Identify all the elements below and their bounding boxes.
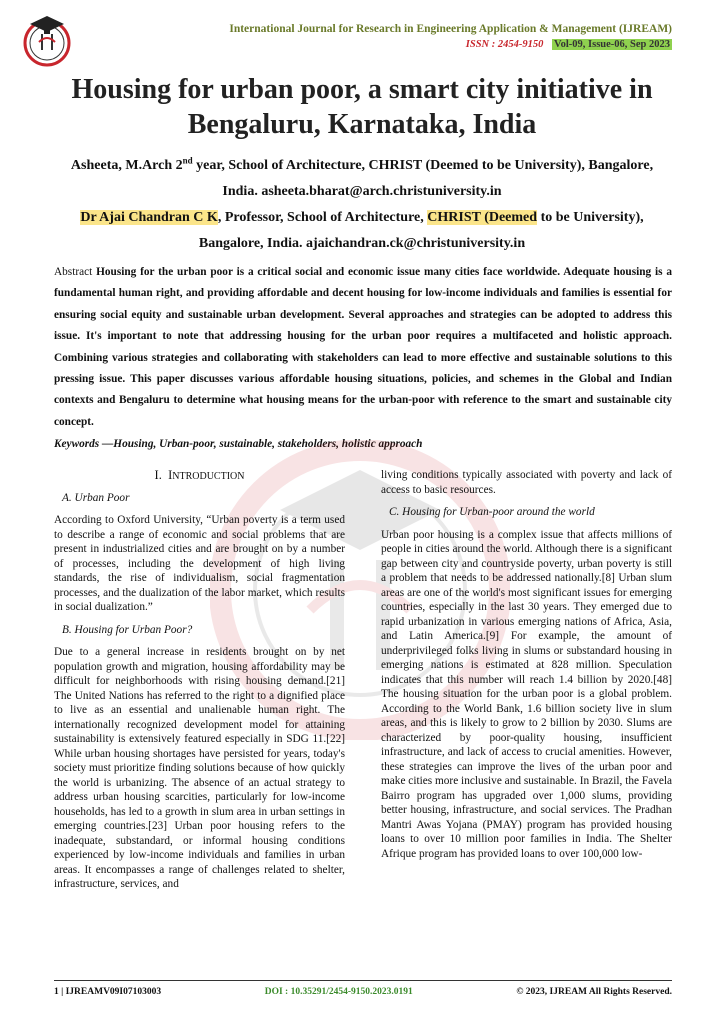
keywords: Keywords —Housing, Urban-poor, sustainable, stakeholders, holistic approach (54, 438, 423, 450)
footer-page-id: 1 | IJREAMV09I07103003 (54, 987, 162, 997)
right-column (381, 468, 672, 869)
subsection-a-heading: A. Urban Poor (62, 491, 130, 504)
author-2-affiliation: to be University), (537, 210, 644, 225)
journal-logo (20, 12, 74, 68)
section-title-initial: I (168, 468, 173, 482)
footer-copyright: © 2023, IJREAM All Rights Reserved. (516, 987, 672, 997)
abstract (54, 262, 672, 433)
author-2-role: , Professor, School of Architecture, (217, 210, 428, 225)
subsection-c-heading: C. Housing for Urban-poor around the world (389, 506, 595, 518)
section-title-rest: NTRODUCTION (172, 471, 245, 482)
author-2-institution: CHRIST (Deemed (427, 210, 538, 225)
author-2-name: Dr Ajai Chandran C K (80, 210, 218, 225)
continued-text: living conditions typically associated with poverty and lack of access to basic resources. (381, 469, 672, 496)
footer-doi: DOI : 10.35291/2454-9150.2023.0191 (264, 987, 413, 997)
section-number: I. (154, 468, 162, 482)
volume-issue: Vol-09, Issue-06, Sep 2023 (553, 39, 670, 50)
subsection-a-text: According to Oxford University, “Urban poverty is a term used to describe a range of economic and social problems that are present in industrialized cities and are brought on by a number of processes, including the development of high living standards, the rise of individualism, social fragmentation processes, and the dualization of the labor market, which results in social dualization.” (54, 514, 345, 613)
journal-header (229, 22, 672, 52)
left-column (54, 466, 345, 900)
subsection-c-text: Urban poor housing is a complex issue that affects millions of people in cities around the world. Although there is a significant gap between city and countryside poverty, urban poverty is still a problem that needs to be addressed nationally.[8] Urban slum areas are one of the world's most significant issues for emerging countries, especially in the last 30 years. They emerged due to rapid urbanization in various emerging nations of Africa, Asia, and Latin America.[9] For example, the amount of underprivileged folks living in slums or substandard housing in emerging nations is estimated at 828 million. Speculation indicates that this number will reach 1.4 billion by 2020.[48] The housing situation for the urban poor is a global problem. According to the World Bank, 1.6 billion society live in slum areas, and this is likely to grow to 2 billion by 2030. Slums are characterized by poor-quality housing, insufficient infrastructure, and lack of access to crucial amenities. However, these strategies can improve the lives of the urban poor and make cities more inclusive and sustainable. In Brazil, the Favela Bairro program has upgraded over 1,000 slums, providing better housing, infrastructure, and social services. The Pradhan Mantri Awas Yojana (PMAY) program has provided housing loans to over 10 million poor families in India. The Shelter Afrique program has provided loans to over 100,000 low- (381, 528, 672, 860)
page-footer (54, 980, 672, 997)
abstract-text: Housing for the urban poor is a critical social and economic issue many cities face worldwide. Adequate housing is a fundamental human right, and providing affordable and decent housing for low-income individuals and families is essential for ensuring social equity and sustainable urban development. Several approaches and strategies can be adopted to address this issue. It's important to note that addressing housing for the urban poor requires a multifaceted and holistic approach. Combining various strategies and collaborating with stakeholders can lead to more effective and sustainable solutions to this pressing issue. This paper discusses various affordable housing situations, policies, and schemes in the Global and Indian contexts and Bengaluru to determine what housing means for the urban-poor with reference to the smart and sustainable city concept. (54, 266, 672, 428)
author-2-email: Bangalore, India. ajaichandran.ck@christuniversity.in (198, 236, 526, 251)
author-2 (40, 205, 684, 231)
author-1-sup: nd (182, 155, 193, 166)
authors (40, 153, 684, 257)
abstract-label: Abstract (54, 266, 93, 278)
author-1 (40, 153, 684, 179)
subsection-b-heading: B. Housing for Urban Poor? (62, 623, 193, 636)
issn: ISSN : 2454-9150 (465, 39, 544, 50)
paper-title: Housing for urban poor, a smart city initiative in Bengaluru, Karnataka, India (71, 74, 653, 140)
author-1-email: India. asheeta.bharat@arch.christuniversity.in (222, 184, 502, 199)
section-heading-introduction (54, 468, 345, 485)
author-1-name: Asheeta, M.Arch 2 (70, 158, 183, 173)
journal-name: International Journal for Research in Engineering Application & Management (IJREAM) (229, 23, 672, 35)
author-1-affiliation: year, School of Architecture, CHRIST (Deemed to be University), Bangalore, (192, 158, 654, 173)
journal-issue (229, 38, 672, 52)
subsection-b-text: Due to a general increase in residents brought on by net population growth and migration, housing affordability may be difficult for neighborhoods with rising housing demand.[21] The United Nations has referred to the right to a dignified place to live as an essential and unalienable human right. The internationally recognized development model for attaining sustainability is extensively featured especially in SDG 11.[22] While urban housing shortages have persisted for years, today's society must prioritize finding solutions because of how quickly the world is urbanizing. The absence of an actual strategy to address urban housing scarcities, particularly for low-income households, has led to a growth in slum area in urban settings in emerging countries.[23] Urban poor housing refers to the inadequate, substandard, or informal housing conditions experienced by low-income individuals and families in urban areas. It encompasses a range of challenges related to shelter, infrastructure, services, and (54, 646, 345, 890)
